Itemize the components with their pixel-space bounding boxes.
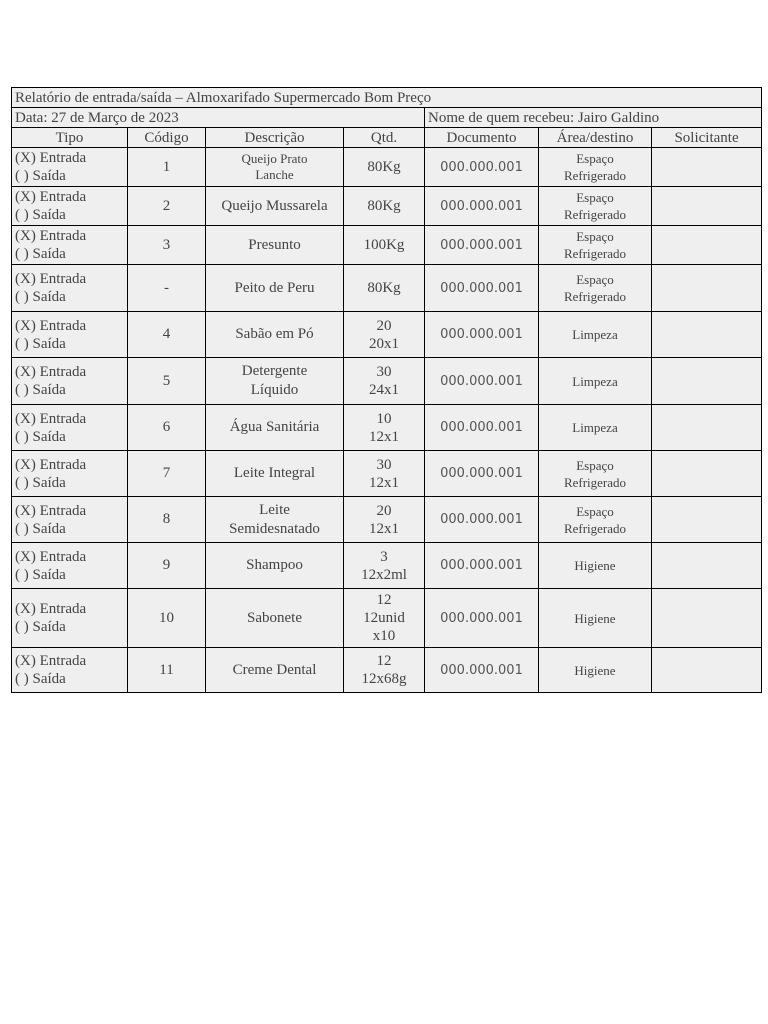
solicitante-cell (652, 589, 762, 648)
tipo-saida-option: ( ) Saída (15, 246, 66, 262)
area-line: Limpeza (572, 373, 618, 389)
table-row (12, 358, 762, 405)
descricao-cell (206, 497, 344, 543)
qtd-line: 20 (376, 317, 392, 334)
table-row (12, 589, 762, 648)
area-cell (539, 543, 652, 589)
tipo-entrada-option: (X) Entrada (15, 456, 87, 473)
qtd-line: 20x1 (369, 335, 399, 352)
qtd-line: 3 (380, 548, 388, 565)
descricao-line: Creme Dental (232, 661, 317, 678)
documento-cell: 000.000.001 (425, 148, 539, 187)
solicitante-cell (652, 187, 762, 226)
documento-cell: 000.000.001 (425, 226, 539, 265)
solicitante-cell (652, 405, 762, 451)
area-cell (539, 265, 652, 312)
qtd-cell (344, 497, 425, 543)
tipo-saida-option: ( ) Saída (15, 566, 66, 583)
tipo-saida-option: ( ) Saída (15, 335, 66, 352)
qtd-line: 30 (376, 456, 392, 473)
tipo-saida-option: ( ) Saída (15, 619, 66, 635)
tipo-entrada-option: (X) Entrada (15, 502, 87, 519)
descricao-cell (206, 265, 344, 312)
descricao-line: Peito de Peru (234, 279, 315, 296)
codigo-cell: 4 (128, 312, 206, 358)
descricao-line: Detergente (241, 363, 308, 379)
qtd-cell (344, 226, 425, 265)
qtd-cell (344, 358, 425, 405)
qtd-line: 30 (376, 364, 392, 380)
report-table (11, 87, 762, 693)
area-line: Refrigerado (563, 246, 627, 261)
area-cell (539, 497, 652, 543)
tipo-cell (12, 265, 128, 312)
tipo-entrada-option: (X) Entrada (15, 228, 87, 244)
area-cell (539, 187, 652, 226)
descricao-line: Lanche (255, 167, 294, 182)
column-header-solicitante: Solicitante (652, 128, 762, 148)
qtd-line: 100Kg (363, 237, 405, 253)
descricao-line: Semidesnatado (229, 520, 320, 537)
tipo-entrada-option: (X) Entrada (15, 271, 87, 287)
codigo-cell: 8 (128, 497, 206, 543)
tipo-cell (12, 648, 128, 693)
descricao-line: Queijo Mussarela (221, 197, 328, 214)
qtd-cell (344, 265, 425, 312)
documento-cell: 000.000.001 (425, 405, 539, 451)
column-header-descricao: Descrição (206, 128, 344, 148)
solicitante-cell (652, 497, 762, 543)
tipo-cell (12, 543, 128, 589)
documento-cell: 000.000.001 (425, 543, 539, 589)
table-row (12, 148, 762, 187)
area-line: Espaço (576, 503, 614, 519)
descricao-line: Shampoo (246, 557, 303, 573)
meta-row (12, 108, 762, 128)
descricao-line: Sabonete (247, 609, 302, 626)
tipo-cell (12, 187, 128, 226)
qtd-cell (344, 148, 425, 187)
codigo-cell: 10 (128, 589, 206, 648)
table-row (12, 497, 762, 543)
receiver-name: Nome de quem recebeu: Jairo Galdino (425, 108, 762, 128)
qtd-cell (344, 589, 425, 648)
qtd-line: 24x1 (369, 382, 399, 398)
area-cell (539, 312, 652, 358)
descricao-line: Água Sanitária (229, 419, 320, 435)
area-line: Refrigerado (563, 207, 627, 222)
tipo-cell (12, 497, 128, 543)
qtd-line: 12unid (363, 610, 405, 626)
table-row (12, 405, 762, 451)
report-date: Data: 27 de Março de 2023 (12, 108, 425, 128)
tipo-cell (12, 451, 128, 497)
solicitante-cell (652, 358, 762, 405)
area-cell (539, 358, 652, 405)
qtd-line: 20 (376, 502, 392, 519)
tipo-saida-option: ( ) Saída (15, 428, 66, 445)
tipo-entrada-option: (X) Entrada (15, 364, 87, 380)
documento-cell: 000.000.001 (425, 589, 539, 648)
qtd-line: 12x68g (361, 671, 407, 687)
tipo-cell (12, 358, 128, 405)
tipo-saida-option: ( ) Saída (15, 520, 66, 537)
descricao-cell (206, 187, 344, 226)
documento-cell: 000.000.001 (425, 265, 539, 312)
column-header-codigo: Código (128, 128, 206, 148)
qtd-cell (344, 543, 425, 589)
tipo-entrada-option: (X) Entrada (15, 189, 87, 205)
descricao-cell (206, 648, 344, 693)
descricao-line: Líquido (250, 382, 299, 398)
tipo-entrada-option: (X) Entrada (15, 150, 87, 166)
area-line: Refrigerado (563, 168, 627, 183)
area-cell (539, 226, 652, 265)
column-header-tipo: Tipo (12, 128, 128, 148)
area-line: Espaço (576, 229, 614, 244)
qtd-cell (344, 405, 425, 451)
descricao-line: Leite (259, 501, 290, 518)
descricao-line: Queijo Prato (241, 151, 308, 166)
codigo-cell: 11 (128, 648, 206, 693)
qtd-line: 12 (376, 592, 392, 608)
area-cell (539, 648, 652, 693)
qtd-cell (344, 312, 425, 358)
solicitante-cell (652, 451, 762, 497)
descricao-cell (206, 312, 344, 358)
documento-cell: 000.000.001 (425, 312, 539, 358)
table-row (12, 187, 762, 226)
title-row (12, 88, 762, 108)
codigo-cell: - (128, 265, 206, 312)
tipo-entrada-option: (X) Entrada (15, 410, 87, 427)
area-line: Higiene (574, 662, 616, 678)
table-row (12, 451, 762, 497)
area-cell (539, 451, 652, 497)
area-line: Refrigerado (563, 474, 627, 490)
qtd-line: 80Kg (367, 159, 401, 175)
tipo-cell (12, 589, 128, 648)
tipo-cell (12, 312, 128, 358)
qtd-line: 12x1 (369, 474, 399, 491)
descricao-line: Leite Integral (233, 465, 316, 481)
area-line: Limpeza (572, 420, 618, 435)
area-cell (539, 589, 652, 648)
tipo-cell (12, 405, 128, 451)
documento-cell: 000.000.001 (425, 358, 539, 405)
codigo-cell: 7 (128, 451, 206, 497)
descricao-line: Sabão em Pó (235, 326, 314, 342)
codigo-cell: 1 (128, 148, 206, 187)
area-line: Espaço (576, 457, 614, 473)
descricao-cell (206, 589, 344, 648)
tipo-saida-option: ( ) Saída (15, 382, 66, 398)
area-cell (539, 405, 652, 451)
tipo-entrada-option: (X) Entrada (15, 317, 87, 334)
column-header-documento: Documento (425, 128, 539, 148)
codigo-cell: 3 (128, 226, 206, 265)
codigo-cell: 5 (128, 358, 206, 405)
solicitante-cell (652, 148, 762, 187)
tipo-entrada-option: (X) Entrada (15, 601, 87, 617)
area-line: Limpeza (572, 327, 618, 342)
area-line: Refrigerado (563, 520, 627, 536)
column-header-row (12, 128, 762, 148)
solicitante-cell (652, 312, 762, 358)
descricao-cell (206, 358, 344, 405)
descricao-line: Presunto (248, 236, 301, 253)
documento-cell: 000.000.001 (425, 497, 539, 543)
table-row (12, 312, 762, 358)
descricao-cell (206, 405, 344, 451)
solicitante-cell (652, 265, 762, 312)
codigo-cell: 9 (128, 543, 206, 589)
area-line: Espaço (576, 151, 614, 166)
codigo-cell: 6 (128, 405, 206, 451)
tipo-cell (12, 226, 128, 265)
tipo-saida-option: ( ) Saída (15, 289, 66, 305)
tipo-entrada-option: (X) Entrada (15, 548, 87, 565)
tipo-saida-option: ( ) Saída (15, 474, 66, 491)
descricao-cell (206, 543, 344, 589)
qtd-line: 12x2ml (361, 566, 407, 583)
tipo-saida-option: ( ) Saída (15, 671, 66, 687)
tipo-saida-option: ( ) Saída (15, 207, 66, 223)
qtd-line: 12x1 (369, 428, 399, 445)
solicitante-cell (652, 648, 762, 693)
documento-cell: 000.000.001 (425, 451, 539, 497)
qtd-line: 10 (376, 410, 392, 427)
area-line: Higiene (574, 558, 616, 573)
area-cell (539, 148, 652, 187)
solicitante-cell (652, 543, 762, 589)
qtd-cell (344, 648, 425, 693)
table-row (12, 226, 762, 265)
qtd-line: 12 (376, 653, 392, 669)
qtd-line: 80Kg (367, 198, 401, 214)
tipo-cell (12, 148, 128, 187)
table-row (12, 648, 762, 693)
qtd-line: 12x1 (369, 520, 399, 537)
documento-cell: 000.000.001 (425, 187, 539, 226)
descricao-cell (206, 226, 344, 265)
solicitante-cell (652, 226, 762, 265)
table-row (12, 543, 762, 589)
column-header-qtd: Qtd. (344, 128, 425, 148)
descricao-cell (206, 148, 344, 187)
documento-cell: 000.000.001 (425, 648, 539, 693)
qtd-line: 80Kg (367, 280, 401, 296)
qtd-line: x10 (372, 628, 396, 644)
descricao-cell (206, 451, 344, 497)
qtd-cell (344, 451, 425, 497)
column-header-area: Área/destino (539, 128, 652, 148)
tipo-saida-option: ( ) Saída (15, 168, 66, 184)
area-line: Refrigerado (563, 289, 627, 304)
table-row (12, 265, 762, 312)
tipo-entrada-option: (X) Entrada (15, 653, 87, 669)
area-line: Espaço (576, 272, 614, 287)
report-title: Relatório de entrada/saída – Almoxarifado Supermercado Bom Preço (12, 88, 762, 108)
area-line: Higiene (574, 610, 616, 626)
area-line: Espaço (576, 190, 614, 205)
codigo-cell: 2 (128, 187, 206, 226)
qtd-cell (344, 187, 425, 226)
